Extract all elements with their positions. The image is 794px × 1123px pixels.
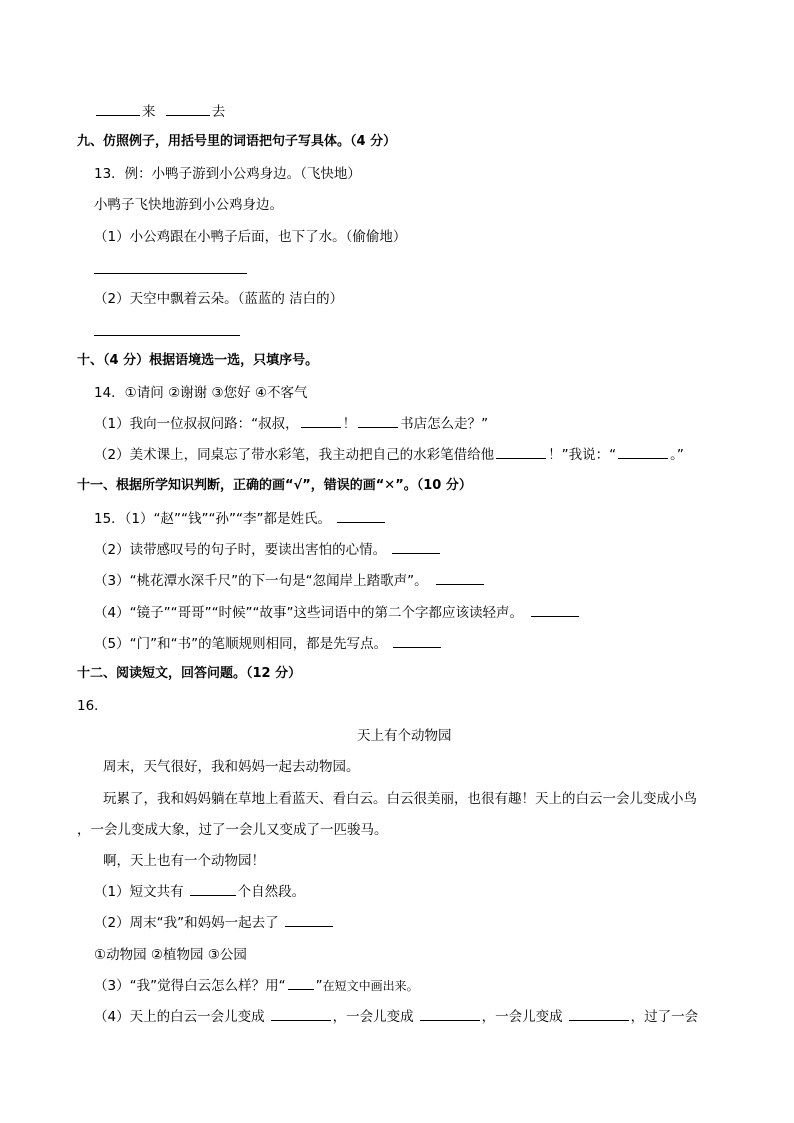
answer-blank[interactable] — [436, 572, 484, 585]
question-16-2 — [94, 914, 335, 932]
answer-line-13-2[interactable] — [94, 335, 240, 336]
q16-4-text-b: ，一会儿变成 — [332, 1009, 414, 1025]
question-16-2-options: ①动物园 ②植物园 ③公园 — [94, 947, 247, 963]
item-14-1 — [94, 415, 488, 433]
passage-paragraph-1: 周末，天气很好，我和妈妈一起去动物园。 — [103, 759, 360, 775]
answer-blank[interactable] — [531, 604, 579, 617]
item-14-1-text-a: （1）我向一位叔叔问路：“叔叔， — [94, 416, 299, 432]
item-15-1 — [94, 510, 387, 528]
item-15-2-text: （2）读带感叹号的句子时，要读出害怕的心情。 — [94, 542, 387, 558]
item-15-4 — [94, 604, 581, 622]
answer-blank[interactable] — [618, 446, 668, 459]
answer-line-13-1[interactable] — [94, 273, 247, 274]
answer-blank[interactable] — [392, 541, 440, 554]
q16-3-text-c: 在短文中画出来。 — [322, 979, 419, 993]
answer-blank[interactable] — [569, 1008, 629, 1021]
question-16-4 — [94, 1008, 698, 1026]
answer-blank[interactable] — [271, 1008, 331, 1021]
passage-paragraph-3: 啊，天上也有一个动物园！ — [103, 853, 265, 869]
item-15-1-text: 15．（1）“赵”“钱”“孙”“李”都是姓氏。 — [94, 511, 331, 527]
q16-4-text-a: （4）天上的白云一会儿变成 — [94, 1009, 265, 1025]
section-12-heading: 十二、阅读短文，回答问题。（12 分） — [77, 666, 302, 681]
answer-blank[interactable] — [496, 446, 546, 459]
answer-blank[interactable] — [285, 914, 333, 927]
item-15-5 — [94, 635, 443, 653]
item-13-2: （2）天空中飘着云朵。（蓝蓝的 洁白的） — [94, 291, 344, 307]
passage-paragraph-2-line-1: 玩累了，我和妈妈躺在草地上看蓝天、看白云。白云很美丽，也很有趣！天上的白云一会儿变成小鸟 — [103, 791, 697, 807]
answer-blank[interactable] — [166, 103, 210, 116]
item-15-4-text: （4）“镜子”“哥哥”“时候”“故事”这些词语中的第二个字都应该读轻声。 — [94, 605, 524, 621]
answer-blank[interactable] — [337, 510, 385, 523]
q16-4-text-c: ，一会儿变成 — [481, 1009, 563, 1025]
answer-blank[interactable] — [190, 883, 236, 896]
item-14-2-text-b: ！”我说：“ — [548, 447, 617, 463]
example-sentence: 小鸭子飞快地游到小公鸡身边。 — [94, 197, 283, 213]
item-14-1-text-c: 书店怎么走？” — [400, 416, 489, 432]
q16-1-text-b: 个自然段。 — [237, 884, 306, 900]
answer-blank[interactable] — [393, 635, 441, 648]
item-15-2 — [94, 541, 442, 559]
section-9-heading: 九、仿照例子，用括号里的词语把句子写具体。（4 分） — [77, 134, 397, 149]
question-16-1 — [94, 883, 305, 901]
passage-title: 天上有个动物园 — [357, 728, 452, 744]
q16-3-text-a: （3）“我”觉得白云怎么样？用“ — [94, 978, 286, 994]
question-16-3 — [94, 977, 419, 995]
item-15-5-text: （5）“门”和“书”的笔顺规则相同，都是先写点。 — [94, 636, 388, 652]
item-15-3 — [94, 572, 486, 590]
question-14-options: 14．①请问 ②谢谢 ③您好 ④不客气 — [94, 385, 308, 401]
carryover-line — [94, 103, 225, 121]
q16-4-text-d: ，过了一会 — [630, 1009, 699, 1025]
item-14-2-text-c: 。” — [670, 447, 684, 463]
answer-blank[interactable] — [288, 977, 314, 990]
answer-blank[interactable] — [358, 415, 398, 428]
item-15-3-text: （3）“桃花潭水深千尺”的下一句是“忽闻岸上踏歌声”。 — [94, 573, 428, 589]
q16-1-text-a: （1）短文共有 — [94, 884, 184, 900]
answer-blank[interactable] — [96, 103, 140, 116]
word-qu: 去 — [211, 104, 226, 120]
item-14-2 — [94, 446, 684, 464]
item-13-1: （1）小公鸡跟在小鸭子后面，也下了水。（偷偷地） — [94, 229, 407, 245]
word-lai: 来 — [142, 104, 156, 120]
item-14-1-text-b: ！ — [342, 416, 357, 432]
answer-blank[interactable] — [301, 415, 341, 428]
question-13: 13．例：小鸭子游到小公鸡身边。（飞快地） — [94, 166, 361, 182]
item-14-2-text-a: （2）美术课上，同桌忘了带水彩笔，我主动把自己的水彩笔借给他 — [94, 447, 495, 463]
question-16-number: 16． — [77, 698, 108, 714]
section-11-heading: 十一、根据所学知识判断，正确的画“√”，错误的画“✕”。（10 分） — [77, 478, 472, 493]
passage-paragraph-2-line-2: ，一会儿变成大象，过了一会儿又变成了一匹骏马。 — [77, 822, 388, 838]
section-10-heading: 十、（4 分）根据语境选一选，只填序号。 — [77, 353, 319, 368]
q16-3-text-b: ” — [315, 978, 323, 994]
q16-2-text: （2）周末“我”和妈妈一起去了 — [94, 915, 279, 931]
answer-blank[interactable] — [420, 1008, 480, 1021]
